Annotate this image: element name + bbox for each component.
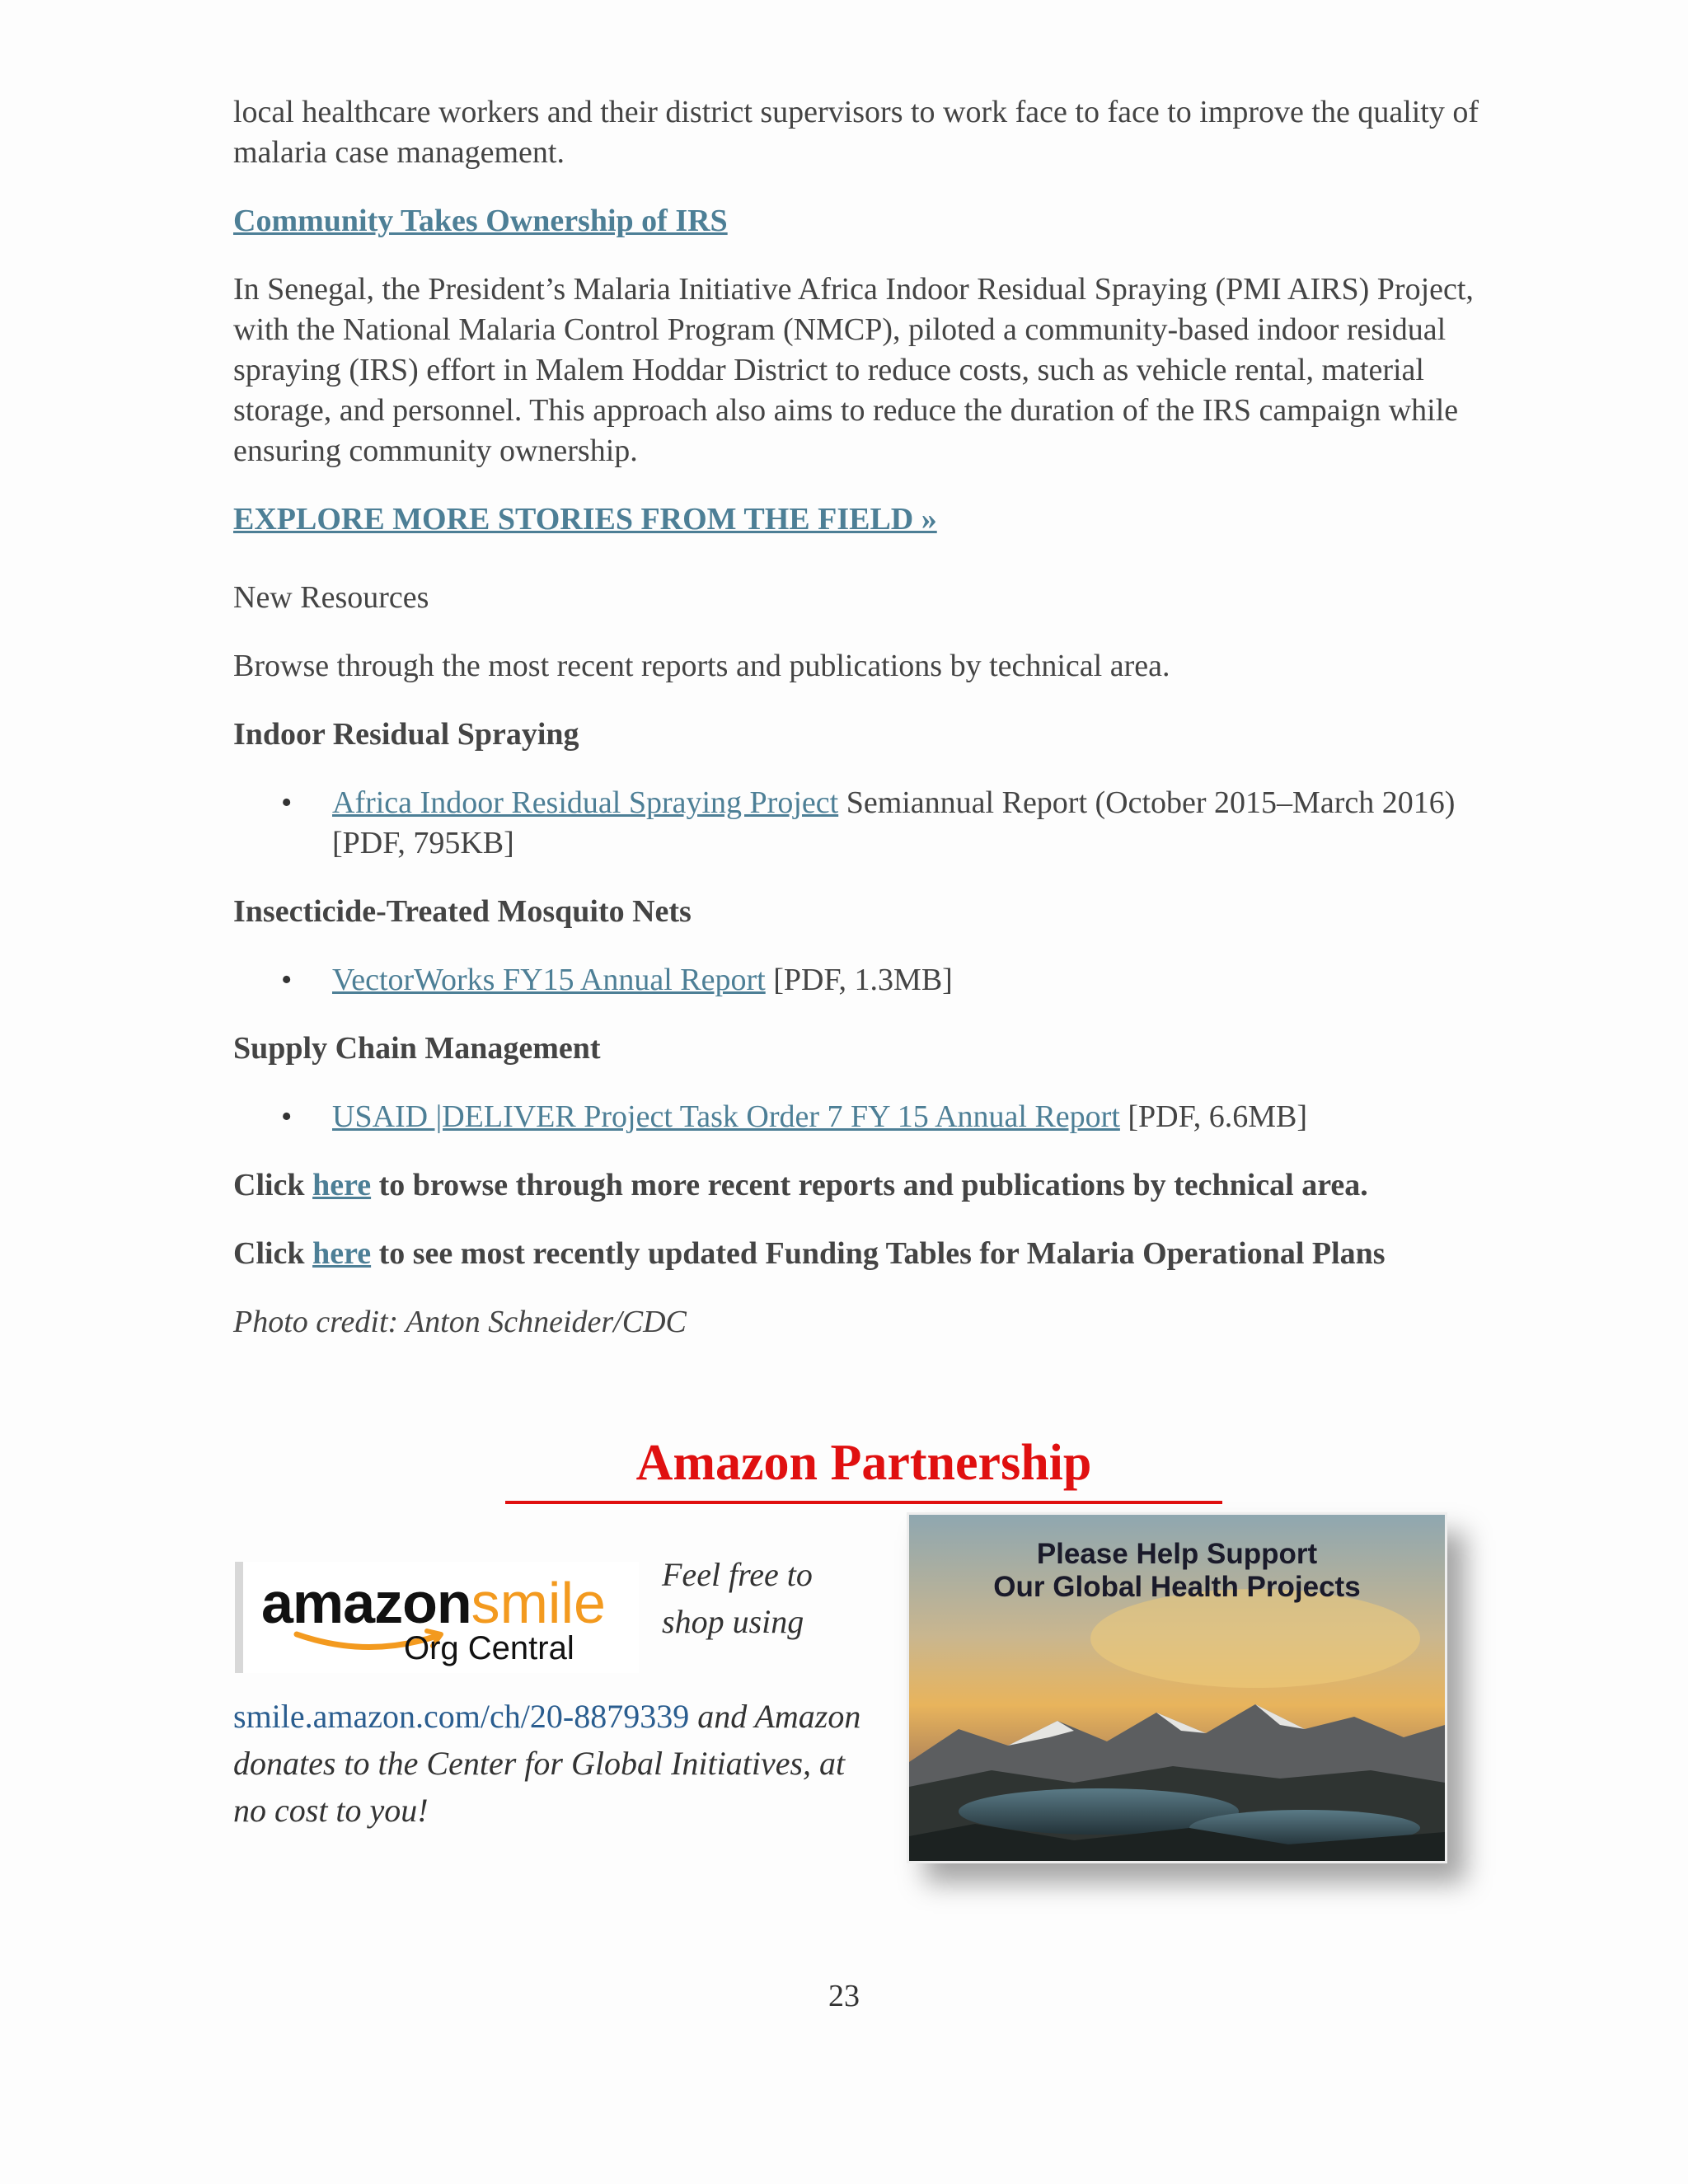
- vectorworks-report-link[interactable]: VectorWorks FY15 Annual Report: [332, 963, 766, 997]
- photo-caption-line2: Our Global Health Projects: [993, 1571, 1361, 1603]
- click-suffix: to browse through more recent reports and publications by technical area.: [371, 1168, 1368, 1202]
- funding-tables-link[interactable]: here: [312, 1236, 372, 1271]
- explore-stories-link[interactable]: EXPLORE MORE STORIES FROM THE FIELD »: [233, 502, 937, 537]
- story-body: In Senegal, the President’s Malaria Initiative Africa Indoor Residual Spraying (PMI AIRS) Project, with the National Malaria Control Program (NMCP), piloted a community-based indoor residual spraying (IRS) effort in Malem Hoddar District to reduce costs, such as vehicle rental, material storage, and personnel. This approach also aims to reduce the duration of the IRS campaign while ensuring community ownership.: [233, 272, 1474, 468]
- logo-smile-text: smile: [471, 1571, 606, 1635]
- click-prefix: Click: [233, 1168, 313, 1202]
- photo-credit: Photo credit: Anton Schneider/CDC: [233, 1305, 687, 1339]
- section-title-irs: Indoor Residual Spraying: [233, 717, 579, 752]
- supply-list: [233, 1097, 1503, 1137]
- click-funding-line: [233, 1234, 1503, 1274]
- resources-intro: Browse through the most recent reports and publications by technical area.: [233, 649, 1170, 683]
- support-photo: [907, 1512, 1447, 1863]
- resources-heading: New Resources: [233, 580, 429, 615]
- story-title-link[interactable]: Community Takes Ownership of IRS: [233, 204, 728, 238]
- airs-report-link[interactable]: Africa Indoor Residual Spraying Project: [332, 785, 839, 820]
- logo-org-central: Org Central: [404, 1630, 574, 1666]
- section-title-supply: Supply Chain Management: [233, 1031, 601, 1066]
- page-number: 23: [828, 1979, 860, 2013]
- main-content: [233, 92, 1503, 1343]
- amazon-text-before: Feel free to shop using: [662, 1556, 813, 1640]
- amazon-partnership-title: Amazon Partnership: [505, 1430, 1222, 1504]
- irs-list: [233, 783, 1503, 864]
- photo-caption-line1: Please Help Support: [1036, 1538, 1318, 1570]
- deliver-report-link[interactable]: USAID |DELIVER Project Task Order 7 FY 15 Annual Report: [332, 1099, 1120, 1134]
- amazon-smile-url-link[interactable]: smile.amazon.com/ch/20-8879339: [233, 1698, 690, 1735]
- intro-continuation: local healthcare workers and their district supervisors to work face to face to improve the quality of malaria case management.: [233, 95, 1479, 170]
- photo-caption: [909, 1538, 1445, 1604]
- nets-list: [233, 960, 1503, 1001]
- click-suffix: to see most recently updated Funding Tables for Malaria Operational Plans: [371, 1236, 1386, 1271]
- logo-amazon-text: amazon: [261, 1571, 471, 1635]
- click-browse-line: [233, 1165, 1503, 1206]
- airs-report-details: Semiannual Report (October 2015–March 2016) [PDF, 795KB]: [332, 785, 1456, 860]
- amazonsmile-logo[interactable]: [235, 1562, 639, 1673]
- vectorworks-report-details: [PDF, 1.3MB]: [765, 963, 953, 997]
- section-title-nets: Insecticide-Treated Mosquito Nets: [233, 894, 692, 929]
- click-prefix: Click: [233, 1236, 313, 1271]
- list-item: [233, 960, 1503, 1001]
- list-item: [233, 783, 1503, 864]
- browse-reports-link[interactable]: here: [312, 1168, 372, 1202]
- amazon-text-after: and Amazon donates to the Center for Global Initiatives, at no cost to you!: [233, 1698, 861, 1829]
- list-item: [233, 1097, 1503, 1137]
- deliver-report-details: [PDF, 6.6MB]: [1119, 1099, 1307, 1134]
